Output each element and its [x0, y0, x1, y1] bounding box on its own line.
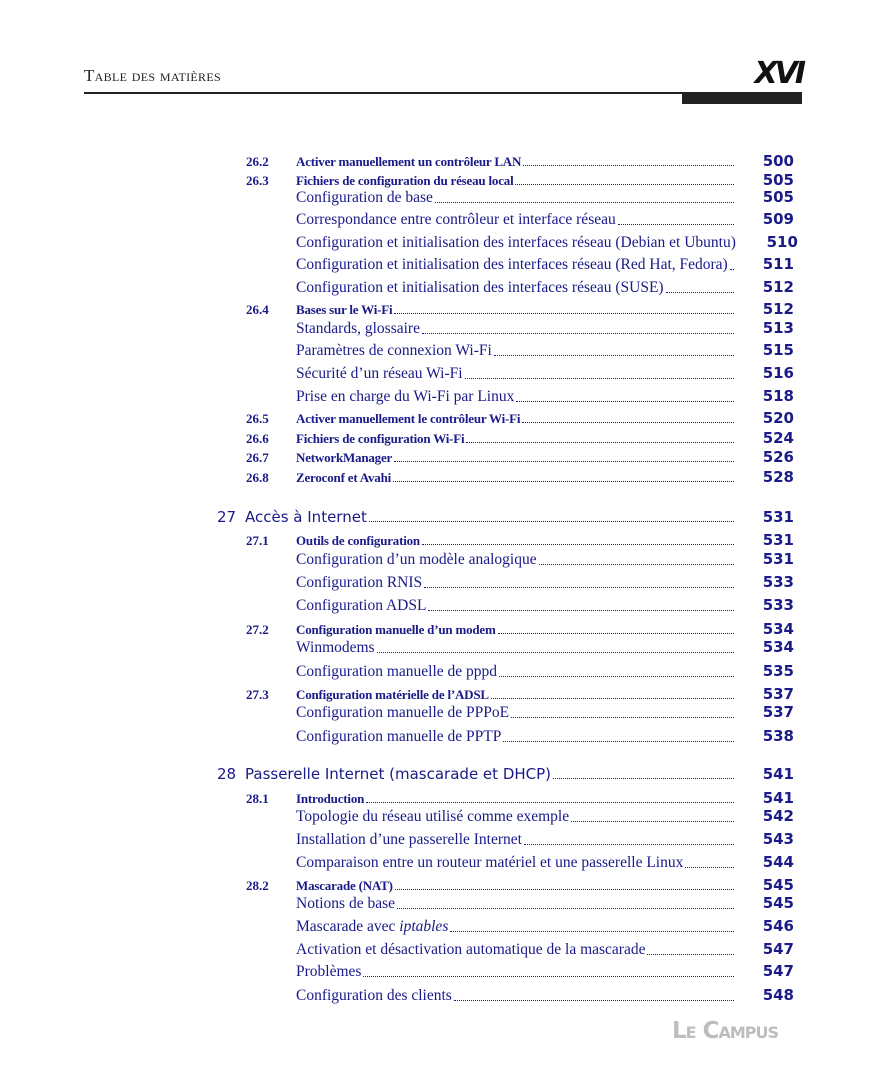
toc-section-entry[interactable]	[296, 531, 794, 549]
toc-subsection-entry[interactable]	[296, 894, 794, 913]
toc-section-entry[interactable]	[296, 429, 794, 447]
toc-entry-title: Bases sur le Wi-Fi	[296, 302, 393, 317]
toc-page-number: 512	[762, 300, 794, 318]
toc-subsection-entry[interactable]	[296, 940, 794, 959]
toc-page-number: 543	[762, 830, 794, 848]
toc-entry-title: Fichiers de configuration Wi-Fi	[296, 431, 465, 446]
toc-entry-title: NetworkManager	[296, 450, 393, 465]
toc-subsection-entry[interactable]	[296, 830, 794, 849]
toc-entry-title: Passerelle Internet (mascarade et DHCP)	[245, 765, 552, 783]
toc-section-entry[interactable]	[296, 409, 794, 427]
toc-subsection-entry[interactable]	[296, 703, 794, 722]
toc-section-entry[interactable]	[296, 300, 794, 318]
toc-entry-title: Paramètres de connexion Wi-Fi	[296, 342, 492, 359]
toc-entry-title: Configuration matérielle de l’ADSL	[296, 687, 489, 702]
publisher-logo: Le Campus	[672, 1018, 779, 1044]
dot-leader	[647, 954, 734, 955]
toc-section-number: 28.1	[246, 791, 269, 806]
toc-entry-title: Correspondance entre contrôleur et interface réseau	[296, 211, 616, 228]
dot-leader	[377, 652, 734, 653]
toc-section-entry[interactable]	[296, 876, 794, 894]
toc-page-number: 534	[762, 620, 794, 638]
dot-leader	[524, 844, 734, 845]
toc-subsection-entry[interactable]	[296, 853, 794, 872]
toc-chapter-entry[interactable]	[245, 765, 794, 783]
toc-entry-title: Installation d’une passerelle Internet	[296, 831, 522, 848]
toc-subsection-entry[interactable]	[296, 210, 794, 229]
toc-section-number: 26.3	[246, 173, 269, 188]
toc-page-number: 505	[762, 171, 794, 189]
dot-leader	[363, 976, 734, 977]
toc-entry-title: Activer manuellement le contrôleur Wi-Fi	[296, 411, 521, 426]
toc-section-number: 26.2	[246, 154, 269, 169]
dot-leader	[511, 717, 734, 718]
toc-subsection-entry[interactable]	[296, 662, 794, 681]
toc-subsection-entry[interactable]	[296, 638, 794, 657]
toc-subsection-entry[interactable]	[296, 550, 794, 569]
toc-entry-title: Configuration manuelle de pppd	[296, 663, 498, 680]
toc-section-entry[interactable]	[296, 685, 794, 703]
toc-page-number: 524	[762, 429, 794, 447]
dot-leader	[539, 564, 734, 565]
toc-entry-title: Activer manuellement un contrôleur LAN	[296, 154, 522, 169]
toc-entry-title: Configuration et initialisation des interfaces réseau (Red Hat, Fedora)	[296, 256, 728, 273]
toc-entry-title: Zeroconf et Avahi	[296, 470, 392, 485]
toc-entry-title: Prise en charge du Wi-Fi par Linux	[296, 388, 515, 405]
toc-page-number: 547	[762, 962, 794, 980]
dot-leader	[422, 544, 734, 545]
toc-page-number: 528	[762, 468, 794, 486]
toc-page-number: 511	[762, 255, 794, 273]
toc-entry-title: Fichiers de configuration du réseau local	[296, 173, 514, 188]
toc-page-number: 515	[762, 341, 794, 359]
toc-page-number: 545	[762, 894, 794, 912]
dot-leader	[454, 1000, 734, 1001]
dot-leader	[618, 224, 734, 225]
toc-subsection-entry[interactable]	[296, 255, 794, 274]
dot-leader	[369, 521, 734, 522]
toc-page-number: 542	[762, 807, 794, 825]
dot-leader	[366, 802, 734, 803]
toc-entry-title: Mascarade (NAT)	[296, 878, 393, 893]
toc-subsection-entry[interactable]	[296, 341, 794, 360]
dot-leader	[522, 422, 734, 423]
dot-leader	[685, 867, 734, 868]
dot-leader	[424, 587, 734, 588]
toc-subsection-entry[interactable]	[296, 807, 794, 826]
dot-leader	[499, 676, 734, 677]
dot-leader	[515, 184, 734, 185]
dot-leader	[450, 931, 734, 932]
toc-page-number: 548	[762, 986, 794, 1004]
toc-page-number: 545	[762, 876, 794, 894]
toc-section-entry[interactable]	[296, 789, 794, 807]
toc-subsection-entry[interactable]	[296, 596, 794, 615]
toc-page-number: 510	[766, 233, 798, 251]
toc-entry-title: Accès à Internet	[245, 508, 367, 526]
toc-entry-title: Configuration des clients	[296, 987, 452, 1004]
toc-page-number: 541	[762, 789, 794, 807]
dot-leader	[435, 202, 734, 203]
dot-leader	[523, 165, 734, 166]
toc-section-number: 26.6	[246, 431, 269, 446]
toc-subsection-entry[interactable]	[296, 962, 794, 981]
toc-entry-title: Configuration manuelle de PPTP	[296, 728, 502, 745]
toc-subsection-entry[interactable]	[296, 188, 794, 207]
toc-page-number: 526	[762, 448, 794, 466]
dot-leader	[397, 908, 734, 909]
toc-subsection-entry[interactable]	[296, 917, 794, 936]
toc-subsection-entry[interactable]	[296, 278, 794, 297]
toc-page-number: 537	[762, 685, 794, 703]
toc-entry-title: Configuration RNIS	[296, 574, 423, 591]
toc-section-number: 26.8	[246, 470, 269, 485]
toc-entry-title: Configuration d’un modèle analogique	[296, 551, 537, 568]
dot-leader	[491, 698, 734, 699]
toc-entry-title: Topologie du réseau utilisé comme exemple	[296, 808, 570, 825]
toc-section-entry[interactable]	[296, 171, 794, 189]
dot-leader	[466, 442, 734, 443]
toc-page-number: 513	[762, 319, 794, 337]
toc-entry-title: Configuration et initialisation des interfaces réseau (SUSE)	[296, 279, 664, 296]
toc-subsection-entry[interactable]	[296, 233, 798, 252]
toc-subsection-entry[interactable]	[296, 319, 794, 338]
toc-page-number: 534	[762, 638, 794, 656]
toc-page-number: 533	[762, 596, 794, 614]
toc-page-number: 505	[762, 188, 794, 206]
toc-section-number: 27.3	[246, 687, 269, 702]
toc-entry-title: Comparaison entre un routeur matériel et une passerelle Linux	[296, 854, 684, 871]
toc-entry-title: Configuration et initialisation des interfaces réseau (Debian et Ubuntu)	[296, 234, 736, 251]
toc-entry-title: Introduction	[296, 791, 365, 806]
toc-entry-title: Activation et désactivation automatique de la mascarade	[296, 941, 646, 958]
dot-leader	[516, 401, 734, 402]
dot-leader	[503, 741, 734, 742]
toc-subsection-entry[interactable]	[296, 573, 794, 592]
toc-page-number: 538	[762, 727, 794, 745]
toc-entry-title: Configuration de base	[296, 189, 433, 206]
dot-leader	[394, 461, 734, 462]
toc-entry-title: Standards, glossaire	[296, 320, 420, 337]
toc-page-number: 531	[762, 531, 794, 549]
running-head: Table des matières	[84, 66, 221, 85]
toc-page-number: 544	[762, 853, 794, 871]
toc-page-number: 537	[762, 703, 794, 721]
toc-section-entry[interactable]	[296, 448, 794, 466]
toc-section-number: 27.2	[246, 622, 269, 637]
toc-subsection-entry[interactable]	[296, 727, 794, 746]
toc-section-number: 27.1	[246, 533, 269, 548]
dot-leader	[428, 610, 734, 611]
toc-entry-title: Configuration manuelle de PPPoE	[296, 704, 510, 721]
toc-entry-title: Notions de base	[296, 895, 396, 912]
toc-entry-title: Problèmes	[296, 963, 362, 980]
dot-leader	[553, 778, 734, 779]
toc-chapter-number: 27	[217, 508, 237, 526]
toc-section-number: 28.2	[246, 878, 269, 893]
toc-entry-title: Winmodems	[296, 639, 375, 656]
toc-section-entry[interactable]	[296, 468, 794, 486]
toc-page-number: 541	[762, 765, 794, 783]
toc-subsection-entry[interactable]	[296, 986, 794, 1005]
toc-section-number: 26.4	[246, 302, 269, 317]
dot-leader	[422, 333, 734, 334]
dot-leader	[494, 355, 734, 356]
dot-leader	[498, 633, 734, 634]
toc-entry-title: Configuration manuelle d’un modem	[296, 622, 496, 637]
dot-leader	[393, 481, 734, 482]
toc-page-number: 547	[762, 940, 794, 958]
toc-entry-title: Configuration ADSL	[296, 597, 427, 614]
toc-page-number: 518	[762, 387, 794, 405]
toc-chapter-entry[interactable]	[245, 508, 794, 526]
toc-section-number: 26.7	[246, 450, 269, 465]
toc-page-number: 531	[762, 550, 794, 568]
dot-leader	[395, 889, 734, 890]
toc-subsection-entry[interactable]	[296, 387, 794, 406]
toc-entry-title: Sécurité d’un réseau Wi-Fi	[296, 365, 463, 382]
toc-page-number: 520	[762, 409, 794, 427]
toc-page-number: 512	[762, 278, 794, 296]
toc-page-number: 509	[762, 210, 794, 228]
toc-chapter-number: 28	[217, 765, 237, 783]
toc-entry-title: Outils de configuration	[296, 533, 420, 548]
toc-page-number: 500	[762, 152, 794, 170]
dot-leader	[571, 821, 734, 822]
toc-entry-title: Mascarade avec iptables	[296, 918, 449, 935]
toc-page-number: 531	[762, 508, 794, 526]
toc-page-number: 516	[762, 364, 794, 382]
dot-leader	[465, 378, 734, 379]
page-number: XVI	[754, 56, 803, 91]
dot-leader	[666, 292, 734, 293]
toc-section-entry[interactable]	[296, 152, 794, 170]
dot-leader	[394, 313, 734, 314]
toc-page-number: 535	[762, 662, 794, 680]
toc-page-number: 533	[762, 573, 794, 591]
toc-section-entry[interactable]	[296, 620, 794, 638]
toc-subsection-entry[interactable]	[296, 364, 794, 383]
dot-leader	[730, 269, 734, 270]
toc-section-number: 26.5	[246, 411, 269, 426]
toc-page-number: 546	[762, 917, 794, 935]
